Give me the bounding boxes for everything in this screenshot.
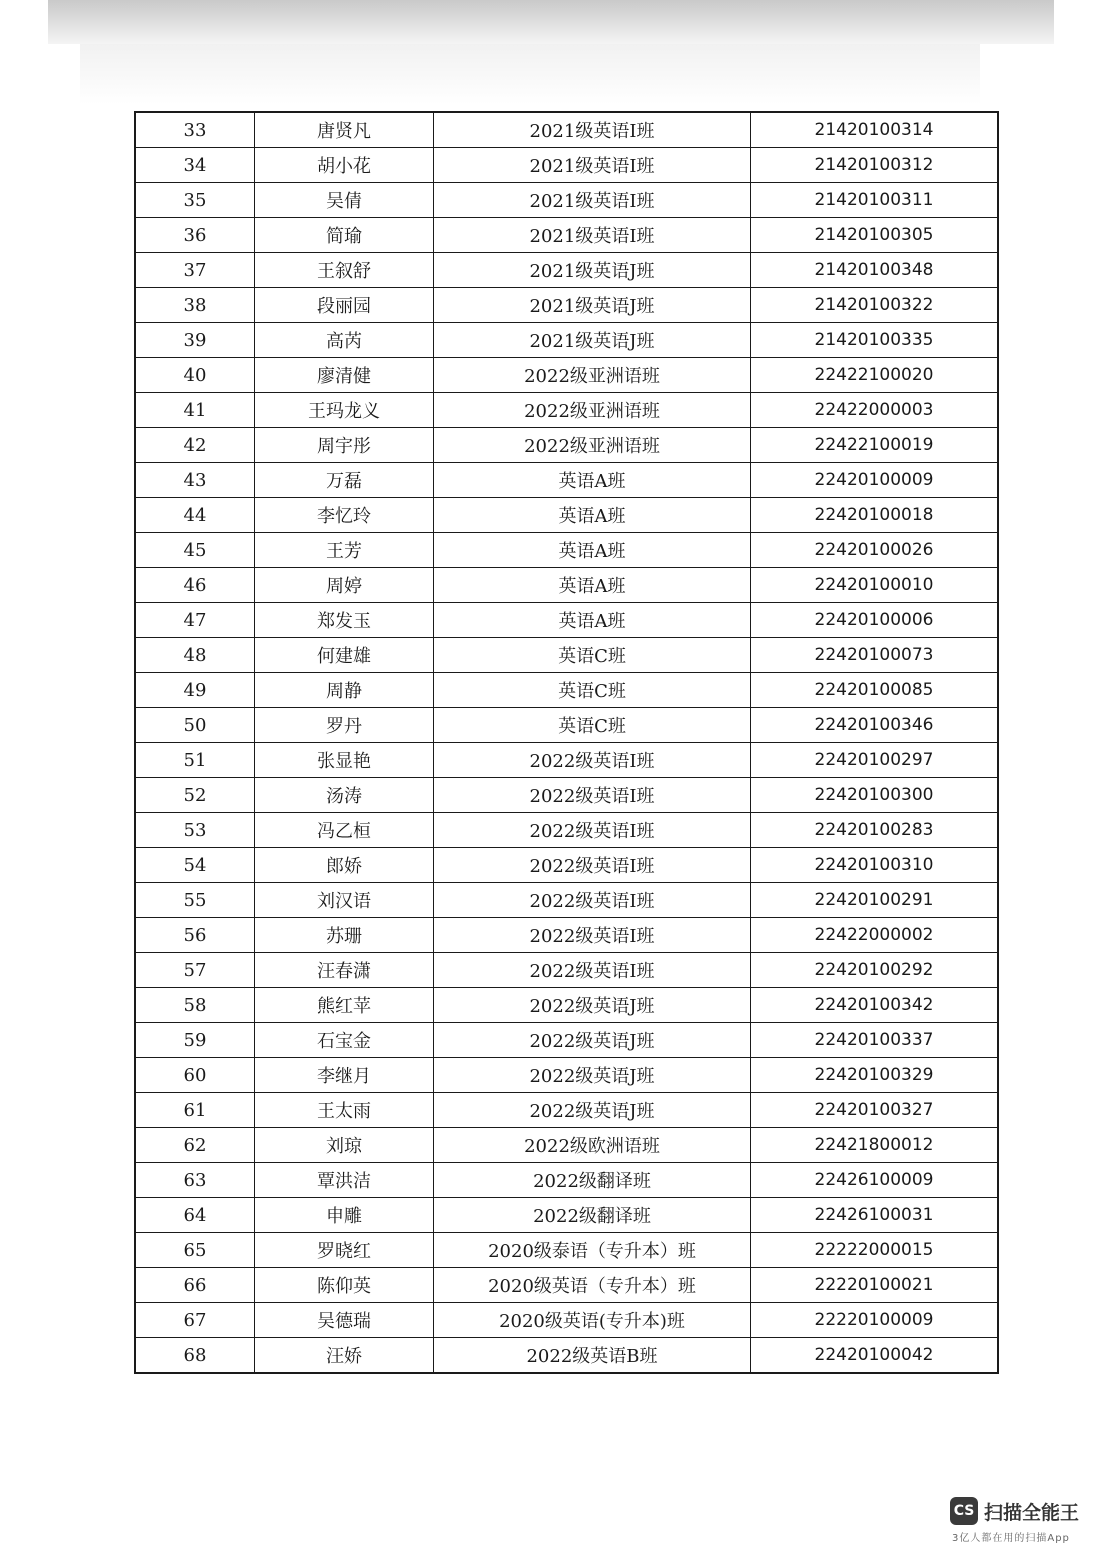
row-number: 51 [135,743,255,778]
table-row [135,1338,998,1374]
row-number: 50 [135,708,255,743]
class-name: 2022级翻译班 [434,1198,751,1233]
table-row [135,1128,998,1163]
class-name: 2022级亚洲语班 [434,358,751,393]
class-name: 2022级英语I班 [434,813,751,848]
class-name: 2021级英语J班 [434,288,751,323]
row-number: 43 [135,463,255,498]
row-number: 67 [135,1303,255,1338]
table-row [135,112,998,148]
student-id: 22420100297 [751,743,999,778]
class-name: 2021级英语I班 [434,112,751,148]
table-row [135,1268,998,1303]
student-name: 李继月 [255,1058,434,1093]
table-row [135,918,998,953]
student-id: 22420100337 [751,1023,999,1058]
table-row [135,218,998,253]
student-name: 郎娇 [255,848,434,883]
student-id: 21420100305 [751,218,999,253]
student-name: 刘汉语 [255,883,434,918]
table-row [135,848,998,883]
student-name: 冯乙桓 [255,813,434,848]
student-id: 22420100009 [751,463,999,498]
class-name: 2022级英语I班 [434,883,751,918]
table-row [135,533,998,568]
student-name: 陈仰英 [255,1268,434,1303]
class-name: 英语C班 [434,708,751,743]
table-row [135,673,998,708]
table-row [135,883,998,918]
student-name: 罗丹 [255,708,434,743]
watermark-title: 扫描全能王 [984,1502,1080,1524]
table-row [135,428,998,463]
student-id: 22420100346 [751,708,999,743]
table-row [135,498,998,533]
student-name: 王芳 [255,533,434,568]
class-name: 2022级翻译班 [434,1163,751,1198]
row-number: 64 [135,1198,255,1233]
student-name: 汤涛 [255,778,434,813]
student-name: 郑发玉 [255,603,434,638]
student-id: 22422100020 [751,358,999,393]
row-number: 53 [135,813,255,848]
student-name: 李忆玲 [255,498,434,533]
scan-smudge [80,44,980,104]
table-row [135,953,998,988]
class-name: 2022级英语J班 [434,988,751,1023]
table-row [135,603,998,638]
student-id: 22420100329 [751,1058,999,1093]
row-number: 46 [135,568,255,603]
student-name: 苏珊 [255,918,434,953]
row-number: 59 [135,1023,255,1058]
student-name: 汪春潇 [255,953,434,988]
class-name: 2020级英语（专升本）班 [434,1268,751,1303]
row-number: 65 [135,1233,255,1268]
class-name: 2022级英语I班 [434,953,751,988]
student-name: 周婷 [255,568,434,603]
table-row [135,463,998,498]
class-name: 2021级英语I班 [434,183,751,218]
class-name: 2022级英语I班 [434,743,751,778]
student-id: 21420100311 [751,183,999,218]
table-row [135,1198,998,1233]
row-number: 36 [135,218,255,253]
row-number: 52 [135,778,255,813]
row-number: 41 [135,393,255,428]
row-number: 60 [135,1058,255,1093]
student-name: 高芮 [255,323,434,358]
student-id: 22420100283 [751,813,999,848]
student-roster-table [134,111,999,1374]
table-row [135,358,998,393]
student-name: 王太雨 [255,1093,434,1128]
student-name: 覃洪洁 [255,1163,434,1198]
class-name: 英语A班 [434,463,751,498]
table-row [135,148,998,183]
student-name: 汪娇 [255,1338,434,1374]
row-number: 33 [135,112,255,148]
table-row [135,1233,998,1268]
table-row [135,1163,998,1198]
class-name: 2022级亚洲语班 [434,428,751,463]
student-name: 胡小花 [255,148,434,183]
table-row [135,253,998,288]
student-name: 吴德瑞 [255,1303,434,1338]
table-row [135,1023,998,1058]
table-row [135,813,998,848]
table-row [135,743,998,778]
student-id: 22420100010 [751,568,999,603]
scan-shadow-top [48,0,1054,44]
row-number: 40 [135,358,255,393]
row-number: 35 [135,183,255,218]
row-number: 39 [135,323,255,358]
student-name: 何建雄 [255,638,434,673]
class-name: 2021级英语I班 [434,148,751,183]
row-number: 57 [135,953,255,988]
student-id: 22420100310 [751,848,999,883]
row-number: 42 [135,428,255,463]
student-id: 21420100312 [751,148,999,183]
class-name: 英语C班 [434,638,751,673]
class-name: 2022级英语I班 [434,848,751,883]
student-id: 22420100006 [751,603,999,638]
table-row [135,568,998,603]
student-name: 唐贤凡 [255,112,434,148]
table-row [135,778,998,813]
student-name: 廖清健 [255,358,434,393]
row-number: 62 [135,1128,255,1163]
table-row [135,1058,998,1093]
student-id: 22420100291 [751,883,999,918]
class-name: 2021级英语J班 [434,323,751,358]
student-id: 21420100335 [751,323,999,358]
student-id: 22420100342 [751,988,999,1023]
student-id: 22421800012 [751,1128,999,1163]
class-name: 2022级欧洲语班 [434,1128,751,1163]
student-id: 22420100018 [751,498,999,533]
student-name: 周静 [255,673,434,708]
class-name: 2021级英语J班 [434,253,751,288]
student-name: 王叙舒 [255,253,434,288]
row-number: 47 [135,603,255,638]
class-name: 2022级英语J班 [434,1093,751,1128]
class-name: 英语A班 [434,533,751,568]
student-id: 21420100314 [751,112,999,148]
watermark-subtitle: 3亿人都在用的扫描App [952,1533,1070,1544]
student-id: 22426100031 [751,1198,999,1233]
table-row [135,323,998,358]
student-name: 刘琼 [255,1128,434,1163]
cs-logo-icon: CS [950,1497,978,1525]
student-id: 22422100019 [751,428,999,463]
student-id: 22422000003 [751,393,999,428]
student-id: 22420100073 [751,638,999,673]
table-row [135,638,998,673]
class-name: 英语A班 [434,603,751,638]
table-row [135,183,998,218]
student-id: 22420100327 [751,1093,999,1128]
class-name: 2022级英语I班 [434,778,751,813]
class-name: 2020级英语(专升本)班 [434,1303,751,1338]
student-name: 周宇彤 [255,428,434,463]
row-number: 58 [135,988,255,1023]
row-number: 54 [135,848,255,883]
student-id: 22422000002 [751,918,999,953]
row-number: 49 [135,673,255,708]
row-number: 61 [135,1093,255,1128]
student-id: 22420100085 [751,673,999,708]
class-name: 2022级英语J班 [434,1023,751,1058]
student-name: 段丽园 [255,288,434,323]
student-name: 申雕 [255,1198,434,1233]
student-id: 22426100009 [751,1163,999,1198]
camscanner-watermark [950,1497,1085,1543]
class-name: 2022级英语I班 [434,918,751,953]
row-number: 37 [135,253,255,288]
student-id: 21420100322 [751,288,999,323]
student-name: 吴倩 [255,183,434,218]
student-name: 简瑜 [255,218,434,253]
student-id: 22420100292 [751,953,999,988]
student-id: 22420100300 [751,778,999,813]
table-row [135,708,998,743]
row-number: 63 [135,1163,255,1198]
student-name: 熊红苹 [255,988,434,1023]
table-row [135,988,998,1023]
student-id: 22420100042 [751,1338,999,1374]
student-id: 22222000015 [751,1233,999,1268]
student-id: 22220100021 [751,1268,999,1303]
student-name: 张显艳 [255,743,434,778]
row-number: 48 [135,638,255,673]
table-row [135,1303,998,1338]
student-name: 罗晓红 [255,1233,434,1268]
class-name: 英语A班 [434,498,751,533]
class-name: 英语A班 [434,568,751,603]
student-name: 石宝金 [255,1023,434,1058]
class-name: 2022级英语B班 [434,1338,751,1374]
class-name: 2022级亚洲语班 [434,393,751,428]
roster-body [135,112,998,1373]
table-row [135,1093,998,1128]
class-name: 2020级泰语（专升本）班 [434,1233,751,1268]
student-name: 王玛龙义 [255,393,434,428]
row-number: 45 [135,533,255,568]
row-number: 38 [135,288,255,323]
student-id: 21420100348 [751,253,999,288]
class-name: 2022级英语J班 [434,1058,751,1093]
table-row [135,393,998,428]
row-number: 44 [135,498,255,533]
row-number: 55 [135,883,255,918]
row-number: 66 [135,1268,255,1303]
table-row [135,288,998,323]
student-id: 22420100026 [751,533,999,568]
class-name: 英语C班 [434,673,751,708]
class-name: 2021级英语I班 [434,218,751,253]
row-number: 68 [135,1338,255,1374]
student-id: 22220100009 [751,1303,999,1338]
row-number: 34 [135,148,255,183]
row-number: 56 [135,918,255,953]
student-name: 万磊 [255,463,434,498]
